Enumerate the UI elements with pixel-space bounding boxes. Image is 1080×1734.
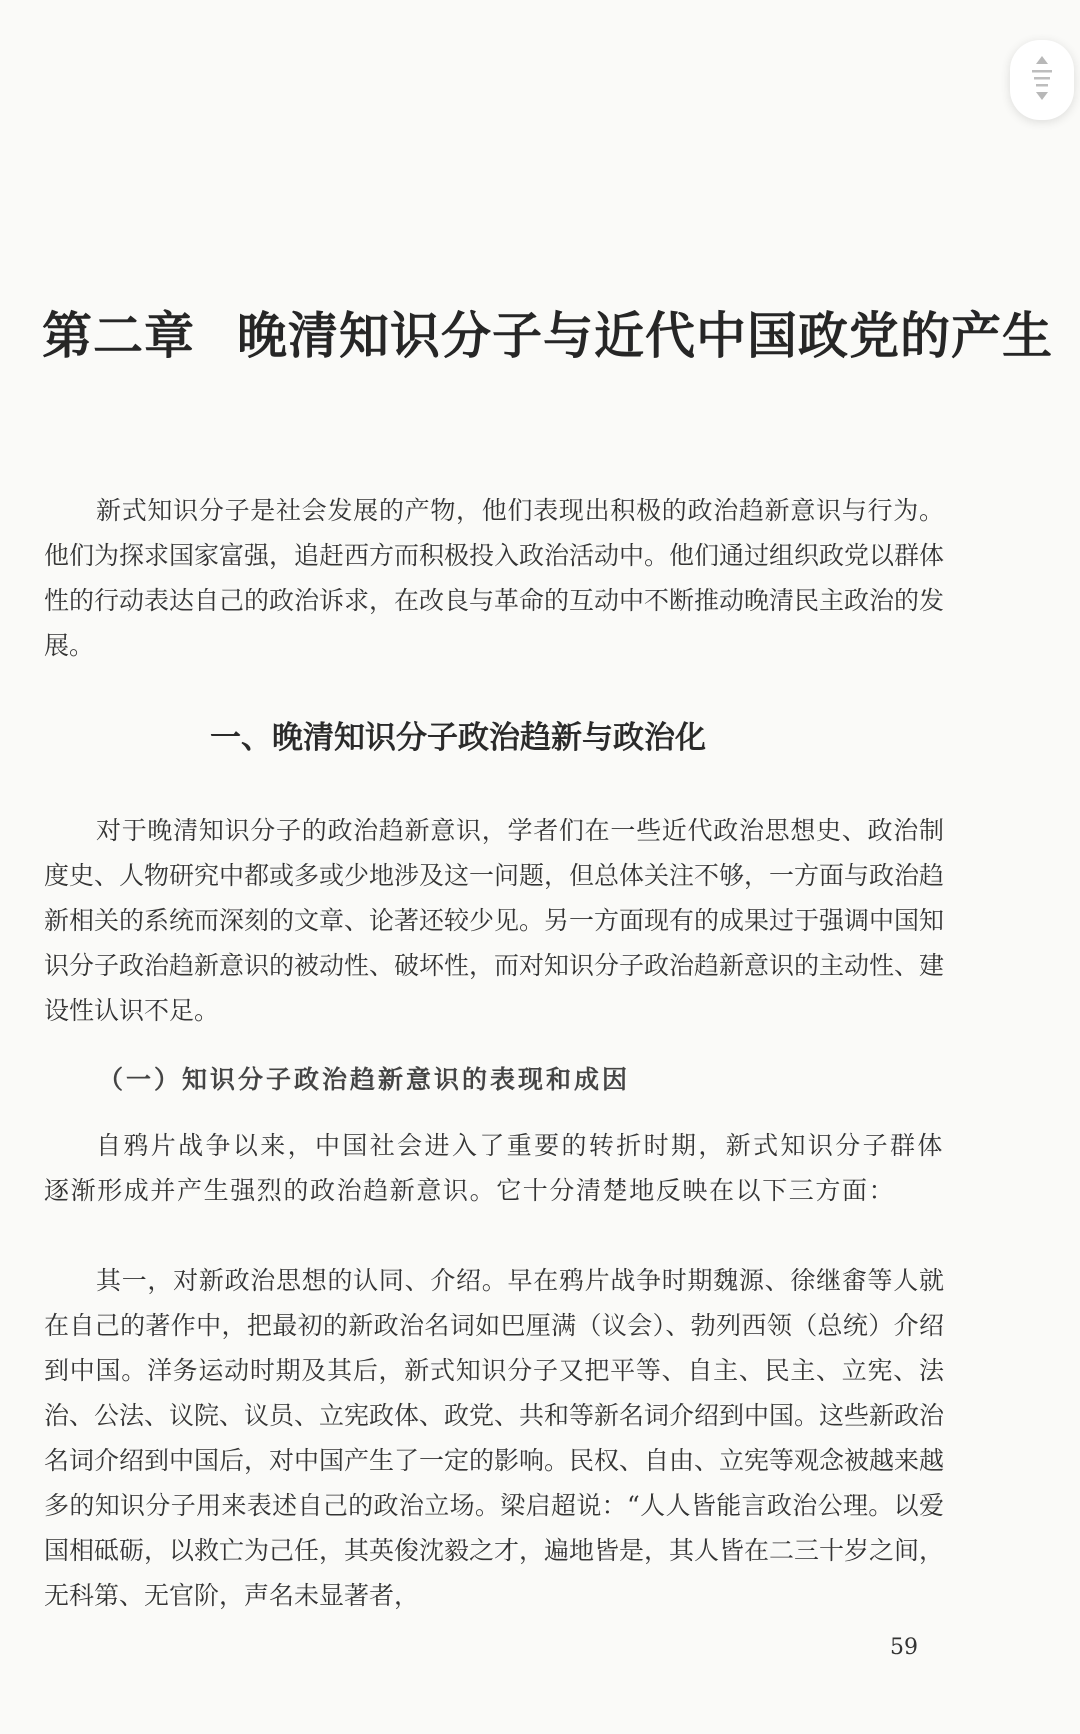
subsection-title: （一）知识分子政治趋新意识的表现和成因 [98, 1065, 631, 1094]
page-number: 59 [890, 1635, 918, 1660]
section-title: 一、晚清知识分子政治趋新与政治化 [210, 720, 706, 756]
subsection-paragraph: 自鸦片战争以来，中国社会进入了重要的转折时期，新式知识分子群体逐渐形成并产生强烈的政治趋新意识。它十分清楚地反映在以下三方面： [44, 1131, 944, 1205]
intro-paragraph: 新式知识分子是社会发展的产物，他们表现出积极的政治趋新意识与行为。他们为探求国家富强，追赶西方而积极投入政治活动中。他们通过组织政党以群体性的行动表达自己的政治诉求，在改良与革命的互动中不断推动晚清民主政治的发展。 [44, 496, 945, 660]
scroll-handle-icon [1030, 56, 1054, 102]
section-paragraph: 对于晚清知识分子的政治趋新意识，学者们在一些近代政治思想史、政治制度史、人物研究中都或多或少地涉及这一问题，但总体关注不够，一方面与政治趋新相关的系统而深刻的文章、论著还较少见。另一方面现有的成果过于强调中国知识分子政治趋新意识的被动性、破坏性，而对知识分子政治趋新意识的主动性、建设性认识不足。 [44, 816, 945, 1025]
chapter-name: 晚清知识分子与近代中国政党的产生 [237, 306, 1053, 365]
point-one-paragraph: 其一，对新政治思想的认同、介绍。早在鸦片战争时期魏源、徐继畬等人就在自己的著作中，把最初的新政治名词如巴厘满（议会）、勃列西领（总统）介绍到中国。洋务运动时期及其后，新式知识分子又把平等、自主、民主、立宪、法治、公法、议院、议员、立宪政体、政党、共和等新名词介绍到中国。这些新政治名词介绍到中国后，对中国产生了一定的影响。民权、自由、立宪等观念被越来越多的知识分子用来表述自己的政治立场。梁启超说：“人人皆能言政治公理。以爱国相砥砺，以救亡为己任，其英俊沈毅之才，遍地皆是，其人皆在二三十岁之间，无科第、无官阶，声名未显著者， [44, 1266, 944, 1610]
scroll-handle[interactable] [1010, 40, 1074, 120]
chapter-title [42, 296, 1053, 368]
chapter-number: 第二章 [42, 306, 195, 365]
